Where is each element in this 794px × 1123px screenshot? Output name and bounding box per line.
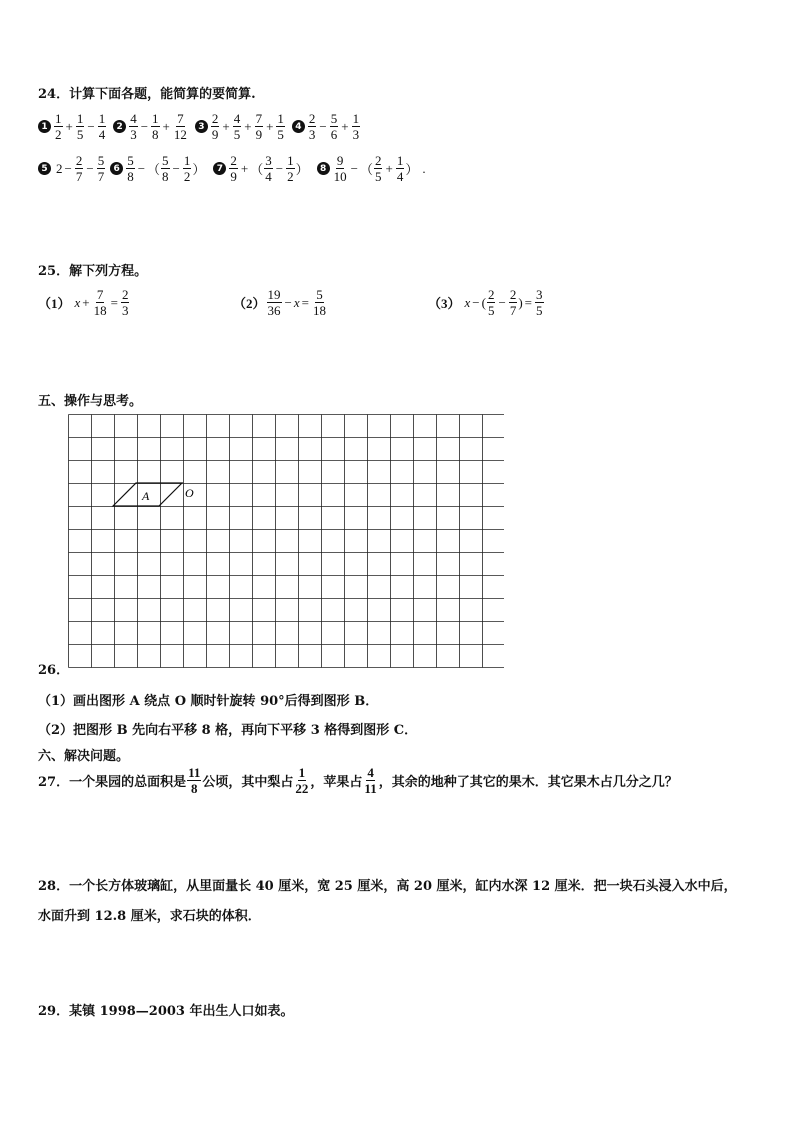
fraction: $\frac{2}{3}$ [308, 111, 316, 142]
point-label-o: O [185, 486, 194, 500]
fraction: $\frac{7}{12}$ [173, 111, 187, 142]
circle-number-3: 3 [195, 120, 208, 133]
equation-3: （3） x − ( $\frac{2}{5}$ − $\frac{2}{7}$ ) = $\frac{3}{5}$ [428, 287, 543, 318]
equation-1: （1） x + $\frac{7}{18}$ = $\frac{2}{3}$ [38, 287, 129, 318]
fraction: $\frac{4}{11}$ [364, 765, 377, 796]
circle-number-8: 8 [317, 162, 330, 175]
equation-2: （2） $\frac{19}{36}$ − x = $\frac{5}{18}$ [233, 287, 326, 318]
q26-step-2: （2）把图形 B 先向右平移 8 格，再向下平移 3 格得到图形 C． [38, 723, 418, 738]
fraction: $\frac{11}{8}$ [188, 765, 201, 796]
fraction: $\frac{1}{3}$ [352, 111, 360, 142]
section-6-title: 六、解决问题。 [38, 749, 130, 764]
shape-label-a: A [142, 489, 150, 503]
fraction: $\frac{5}{8}$ [127, 153, 134, 184]
q24-row2: 5 2 − $\frac{2}{7}$ − $\frac{5}{7}$ 6 $\frac{5}{8}$ − （ $\frac{5}{8}$ − $\frac{1}{2}$ ） 7 $\frac{2}{9}$ + （ $\frac{3}{4}$ − $\frac{1}{2}$ ） 8 $\frac{9}{10}$ − （ $\frac{2}{5}$ + $\frac{1}{4}$ ） . [38, 154, 426, 183]
fraction: $\frac{4}{3}$ [130, 111, 137, 142]
q26-grid [68, 414, 504, 672]
fraction: $\frac{7}{18}$ [93, 287, 107, 318]
fraction: $\frac{1}{4}$ [98, 111, 106, 142]
q29-title: 29．某镇 1998—2003 年出生人口如表。 [38, 1004, 294, 1019]
fraction: $\frac{3}{4}$ [265, 153, 272, 184]
fraction: $\frac{7}{9}$ [255, 111, 263, 142]
circle-number-4: 4 [292, 120, 305, 133]
fraction: $\frac{19}{36}$ [267, 287, 281, 318]
fraction: $\frac{2}{3}$ [121, 287, 129, 318]
q24-row1: 1 $\frac{1}{2}$ + $\frac{1}{5}$ − $\frac{1}{4}$ 2 $\frac{4}{3}$ − $\frac{1}{8}$ + $\frac{7}{12}$ 3 $\frac{2}{9}$ + $\frac{4}{5}$ + $\frac{7}{9}$ + $\frac{1}{5}$ 4 $\frac{2}{3}$ − $\frac{5}{6}$ + $\frac{1}{3}$ [38, 112, 361, 141]
fraction: $\frac{2}{7}$ [509, 287, 517, 318]
circle-number-2: 2 [113, 120, 126, 133]
q27-text: 27．一个果园的总面积是 $\frac{11}{8}$ 公顷，其中梨占 $\frac{1}{22}$ ，苹果占 $\frac{4}{11}$ ，其余的地种了其它的果木．其它果木占几分之几？ [38, 765, 678, 796]
q25-title: 25．解下列方程。 [38, 264, 148, 279]
fraction: $\frac{1}{2}$ [183, 153, 191, 184]
fraction: $\frac{5}{7}$ [97, 153, 105, 184]
q28-line-2: 水面升到 12.8 厘米，求石块的体积． [38, 909, 261, 924]
fraction: $\frac{2}{9}$ [211, 111, 219, 142]
circle-number-5: 5 [38, 162, 51, 175]
fraction: $\frac{1}{5}$ [76, 111, 84, 142]
fraction: $\frac{2}{7}$ [75, 153, 83, 184]
fraction: $\frac{5}{8}$ [162, 153, 169, 184]
q26-step-1: （1）画出图形 A 绕点 O 顺时针旋转 90°后得到图形 B． [38, 694, 379, 709]
section-5-title: 五、操作与思考。 [38, 394, 143, 409]
q26-number: 26． [38, 663, 70, 678]
circle-number-1: 1 [38, 120, 51, 133]
circle-number-6: 6 [110, 162, 123, 175]
fraction: $\frac{1}{4}$ [396, 153, 404, 184]
circle-number-7: 7 [213, 162, 226, 175]
fraction: $\frac{5}{18}$ [312, 287, 326, 318]
fraction: $\frac{3}{5}$ [536, 287, 543, 318]
fraction: $\frac{1}{22}$ [295, 765, 309, 796]
fraction: $\frac{2}{5}$ [487, 287, 495, 318]
fraction: $\frac{1}{2}$ [55, 111, 62, 142]
fraction: $\frac{2}{5}$ [374, 153, 382, 184]
fraction: $\frac{1}{8}$ [152, 111, 159, 142]
fraction: $\frac{1}{5}$ [277, 111, 284, 142]
fraction: $\frac{2}{9}$ [230, 153, 237, 184]
q24-title: 24．计算下面各题，能简算的要简算. [38, 87, 256, 102]
fraction: $\frac{9}{10}$ [333, 153, 347, 184]
fraction: $\frac{4}{5}$ [233, 111, 241, 142]
q28-line-1: 28．一个长方体玻璃缸，从里面量长 40 厘米，宽 25 厘米，高 20 厘米，缸内水深 12 厘米．把一块石头浸入水中后， [38, 879, 737, 894]
fraction: $\frac{5}{6}$ [330, 111, 338, 142]
fraction: $\frac{1}{2}$ [287, 153, 294, 184]
